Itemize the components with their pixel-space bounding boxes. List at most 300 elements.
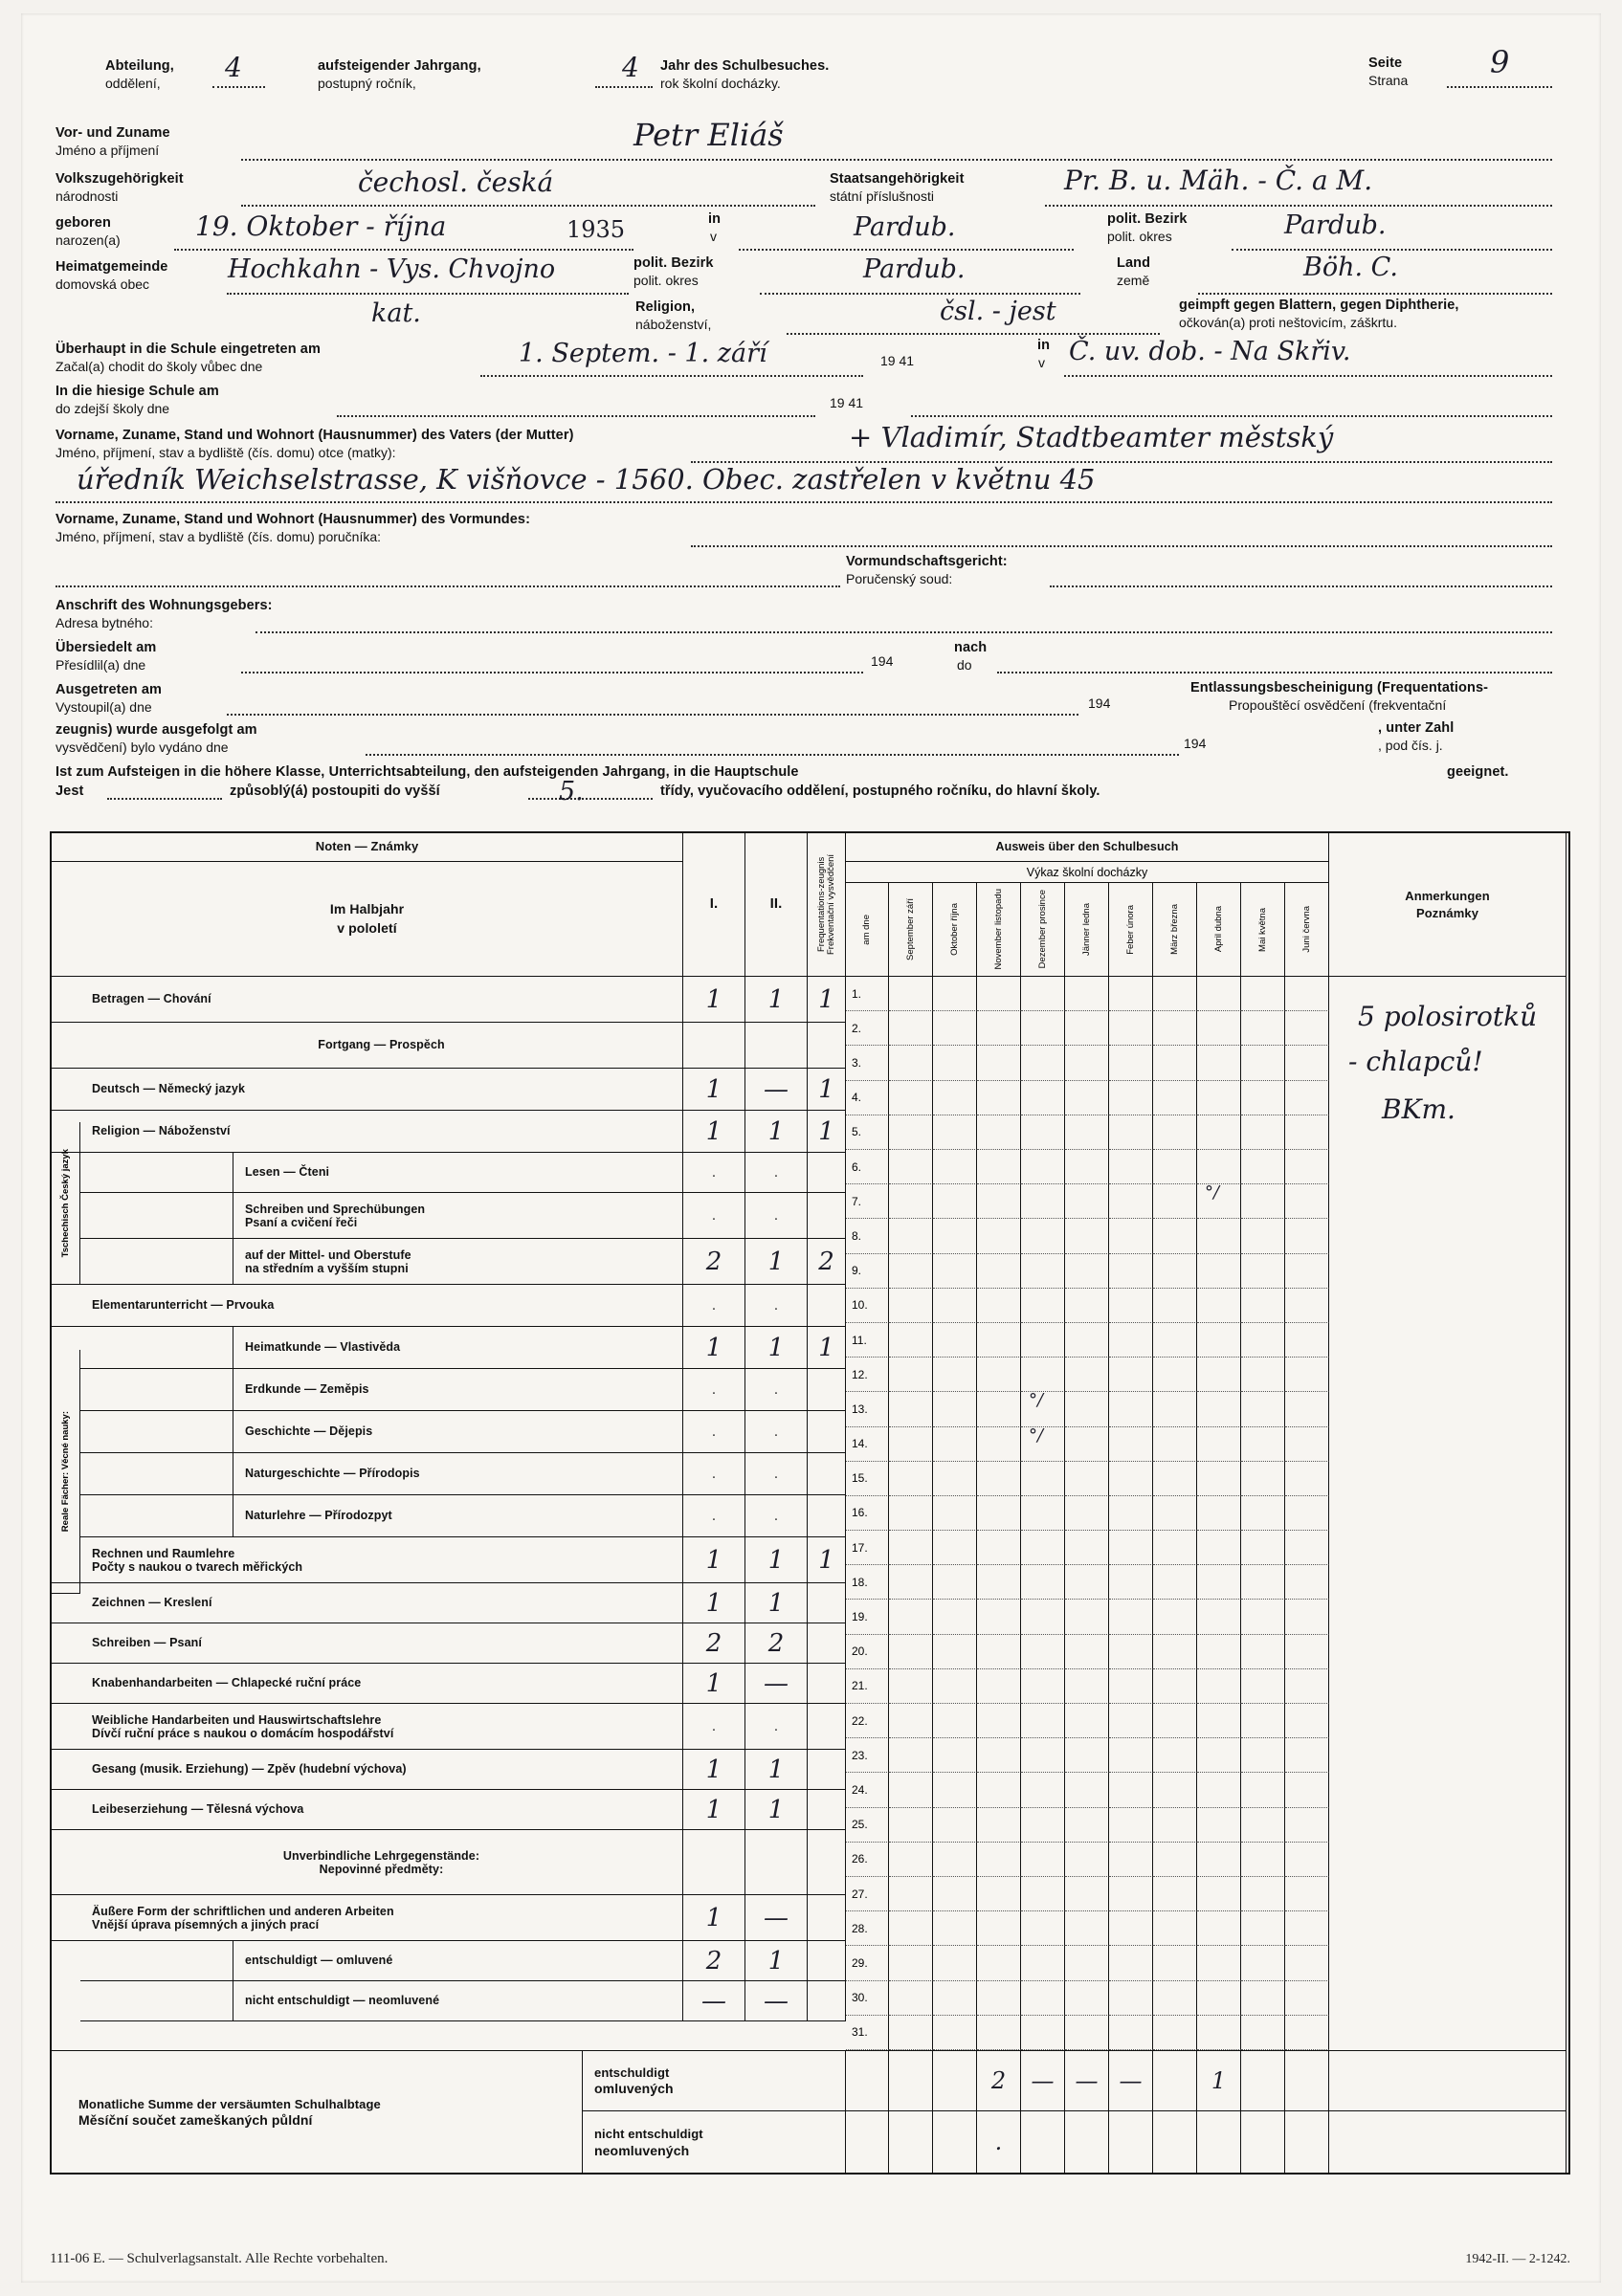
attendance-cell bbox=[977, 1531, 1021, 1565]
day-number: 3. bbox=[846, 1046, 889, 1080]
attendance-cell bbox=[1153, 2016, 1197, 2050]
attendance-cell bbox=[1065, 1981, 1109, 2016]
ausgetreten-label-cz: Vystoupil(a) dne bbox=[56, 699, 152, 715]
attendance-cell bbox=[1197, 1531, 1241, 1565]
am-dne-label: am dne bbox=[861, 914, 873, 945]
day-number: 25. bbox=[846, 1808, 889, 1843]
attendance-cell bbox=[889, 1877, 933, 1911]
attendance-cell bbox=[1241, 1115, 1285, 1150]
attendance-cell bbox=[977, 1462, 1021, 1496]
day-number: 9. bbox=[846, 1254, 889, 1289]
einget-label-de: Überhaupt in die Schule eingetreten am bbox=[56, 342, 321, 357]
summe-nent-cell-1 bbox=[933, 2111, 977, 2173]
row-label-19 bbox=[80, 1790, 683, 1830]
row-label-cz: Počty s naukou o tvarech měřických bbox=[92, 1559, 303, 1574]
day-number: 14. bbox=[846, 1427, 889, 1462]
attendance-cell bbox=[1197, 1704, 1241, 1738]
grade-cell-i-23: — bbox=[683, 1981, 745, 2021]
attendance-cell bbox=[1021, 1946, 1065, 1980]
grade-cell-i-12: . bbox=[683, 1495, 745, 1537]
row-edge-15 bbox=[52, 1623, 80, 1664]
attendance-cell bbox=[1285, 1600, 1329, 1634]
attendance-cell bbox=[933, 1496, 977, 1531]
attendance-cell bbox=[1241, 1773, 1285, 1807]
attendance-cell bbox=[1197, 1669, 1241, 1704]
attendance-cell bbox=[1065, 1427, 1109, 1462]
attendance-cell bbox=[1197, 1911, 1241, 1946]
grade-cell-i-0: 1 bbox=[683, 977, 745, 1023]
attendance-cell bbox=[977, 1323, 1021, 1358]
grade-cell-ii-19: 1 bbox=[745, 1790, 808, 1830]
row-label-cz: Vnější úprava písemných a jiných prací bbox=[92, 1917, 320, 1932]
attendance-cell bbox=[1153, 1704, 1197, 1738]
abteilung-value: 4 bbox=[225, 52, 242, 83]
attendance-cell bbox=[1021, 1531, 1065, 1565]
attendance-cell bbox=[1285, 1011, 1329, 1046]
summe-ent-cz: omluvených bbox=[594, 2081, 674, 2097]
day-number: 23. bbox=[846, 1738, 889, 1773]
ausweis-label-de: Ausweis über den Schulbesuch bbox=[995, 839, 1179, 853]
zeugnis-year: 194 bbox=[1184, 736, 1207, 751]
attendance-cell bbox=[889, 1565, 933, 1600]
seite-label-de: Seite bbox=[1368, 55, 1403, 71]
attendance-mark-0: °/ bbox=[1205, 1182, 1220, 1203]
row-label-9 bbox=[233, 1369, 683, 1411]
summe-nent-de: nicht entschuldigt bbox=[594, 2127, 703, 2142]
attendance-cell bbox=[1021, 1219, 1065, 1253]
attendance-cell bbox=[889, 1150, 933, 1184]
day-number: 30. bbox=[846, 1981, 889, 2016]
attendance-cell bbox=[933, 1981, 977, 2016]
attendance-cell bbox=[1285, 1669, 1329, 1704]
attendance-cell bbox=[977, 1358, 1021, 1392]
aufsteigen-label-cz: Jest bbox=[56, 784, 84, 799]
footer-right: 1942-II. — 2-1242. bbox=[1465, 2252, 1570, 2266]
tschechisch-side-label bbox=[52, 1122, 80, 1285]
grade-cell-i-6: 2 bbox=[683, 1239, 745, 1285]
attendance-cell bbox=[1241, 1323, 1285, 1358]
attendance-cell bbox=[1285, 1531, 1329, 1565]
attendance-cell bbox=[1065, 1150, 1109, 1184]
staat-label-cz: státní příslušnosti bbox=[830, 188, 934, 204]
day-number: 17. bbox=[846, 1531, 889, 1565]
impf-label-cz: očkován(a) proti neštovicím, záškrtu. bbox=[1179, 315, 1397, 330]
row-label-14 bbox=[80, 1583, 683, 1623]
day-number: 6. bbox=[846, 1150, 889, 1184]
attendance-cell bbox=[1109, 1877, 1153, 1911]
attendance-cell bbox=[1109, 1115, 1153, 1150]
summe-label-cz: Měsíční součet zameškaných půldní bbox=[78, 2112, 313, 2129]
day-number: 26. bbox=[846, 1843, 889, 1877]
attendance-cell bbox=[889, 1843, 933, 1877]
month-label: März března bbox=[1168, 904, 1180, 955]
attendance-cell bbox=[1153, 1843, 1197, 1877]
abteilung-label-cz: oddělení, bbox=[105, 76, 161, 91]
attendance-cell bbox=[889, 1600, 933, 1634]
attendance-cell bbox=[1241, 2016, 1285, 2050]
anschrift-label-de: Anschrift des Wohnungsgebers: bbox=[56, 598, 273, 613]
attendance-cell bbox=[1153, 1635, 1197, 1669]
attendance-cell bbox=[1153, 1184, 1197, 1219]
attendance-cell bbox=[1109, 977, 1153, 1011]
am-dne-header bbox=[846, 883, 889, 977]
grade-cell-ii-15: 2 bbox=[745, 1623, 808, 1664]
uebersiedelt-label-de: Übersiedelt am bbox=[56, 640, 157, 655]
aufsteigen-value: 5. bbox=[559, 777, 584, 806]
attendance-cell bbox=[1021, 1877, 1065, 1911]
month-header-0 bbox=[889, 883, 933, 977]
zeugnis-label-de: zeugnis) wurde ausgefolgt am bbox=[56, 722, 257, 738]
aufsteigen-label-cz3: třídy, vyučovacího oddělení, postupného ročníku, do hlavní školy. bbox=[660, 784, 1100, 799]
vormund-gericht-label-cz: Poručenský soud: bbox=[846, 571, 953, 586]
attendance-cell bbox=[1197, 1635, 1241, 1669]
grade-cell-freq-1 bbox=[808, 1023, 846, 1069]
attendance-cell bbox=[1065, 1115, 1109, 1150]
land-label-cz: země bbox=[1117, 273, 1150, 288]
row-edge-0 bbox=[52, 977, 80, 1023]
grade-cell-ii-11: . bbox=[745, 1453, 808, 1495]
attendance-cell bbox=[1153, 1911, 1197, 1946]
attendance-cell bbox=[1153, 1669, 1197, 1704]
grade-cell-freq-11 bbox=[808, 1453, 846, 1495]
attendance-cell bbox=[1065, 1289, 1109, 1323]
anmerkungen-label-cz: Poznámky bbox=[1415, 905, 1479, 920]
attendance-cell bbox=[1109, 1358, 1153, 1392]
attendance-cell bbox=[977, 1808, 1021, 1843]
attendance-cell bbox=[889, 1981, 933, 2016]
month-header-6 bbox=[1153, 883, 1197, 977]
row-label-20 bbox=[80, 1830, 683, 1895]
religion-label-de: Religion, bbox=[635, 299, 696, 315]
attendance-cell bbox=[933, 1738, 977, 1773]
attendance-cell bbox=[933, 1427, 977, 1462]
attendance-cell bbox=[1065, 1254, 1109, 1289]
attendance-cell bbox=[1021, 1081, 1065, 1115]
attendance-cell bbox=[1285, 1219, 1329, 1253]
row-label-de: Fortgang — Prospěch bbox=[318, 1038, 445, 1052]
attendance-cell bbox=[1065, 1219, 1109, 1253]
attendance-cell bbox=[1285, 1081, 1329, 1115]
grade-cell-freq-13: 1 bbox=[808, 1537, 846, 1583]
month-header-5 bbox=[1109, 883, 1153, 977]
attendance-cell bbox=[1021, 1669, 1065, 1704]
land-label-de: Land bbox=[1117, 255, 1151, 271]
attendance-cell bbox=[1021, 1773, 1065, 1807]
grade-cell-ii-16: — bbox=[745, 1664, 808, 1704]
row-label-de: Weibliche Handarbeiten und Hauswirtschaftslehre bbox=[92, 1712, 382, 1727]
grade-cell-freq-2: 1 bbox=[808, 1069, 846, 1111]
bezirk-label-cz-1: polit. okres bbox=[1107, 229, 1172, 244]
attendance-cell bbox=[977, 1289, 1021, 1323]
grade-cell-ii-2: — bbox=[745, 1069, 808, 1111]
attendance-cell bbox=[1285, 977, 1329, 1011]
attendance-cell bbox=[1153, 1219, 1197, 1253]
summe-nent-cz: neomluvených bbox=[594, 2142, 690, 2158]
row-label-5 bbox=[233, 1193, 683, 1239]
row-edge-17 bbox=[52, 1704, 80, 1750]
attendance-cell bbox=[1109, 1635, 1153, 1669]
grade-cell-freq-20 bbox=[808, 1830, 846, 1895]
grade-cell-freq-17 bbox=[808, 1704, 846, 1750]
attendance-cell bbox=[1153, 1115, 1197, 1150]
attendance-cell bbox=[1197, 1254, 1241, 1289]
attendance-cell bbox=[1197, 1496, 1241, 1531]
attendance-cell bbox=[1285, 1981, 1329, 2016]
day-number: 27. bbox=[846, 1877, 889, 1911]
vater-label-de: Vorname, Zuname, Stand und Wohnort (Hausnummer) des Vaters (der Mutter) bbox=[56, 428, 574, 443]
attendance-cell bbox=[1241, 1081, 1285, 1115]
unterzahl-label-de: , unter Zahl bbox=[1378, 720, 1455, 736]
attendance-cell bbox=[1285, 1704, 1329, 1738]
summe-ent-cell-4: — bbox=[1065, 2050, 1109, 2111]
attendance-cell bbox=[977, 2016, 1021, 2050]
attendance-cell bbox=[889, 1531, 933, 1565]
anmerkungen-header bbox=[1329, 833, 1566, 977]
annotation-line-2: - chlapců! bbox=[1348, 1046, 1483, 1077]
grade-cell-i-14: 1 bbox=[683, 1583, 745, 1623]
day-number: 15. bbox=[846, 1462, 889, 1496]
hiesige-rule-2 bbox=[911, 415, 1552, 417]
heimat-bezirk-value: Pardub. bbox=[863, 254, 966, 284]
day-number: 31. bbox=[846, 2016, 889, 2050]
row-edge-19 bbox=[52, 1790, 80, 1830]
attendance-cell bbox=[1021, 1808, 1065, 1843]
zeugnis-label-cz: vysvědčení) bylo vydáno dne bbox=[56, 740, 229, 755]
grade-cell-freq-10 bbox=[808, 1411, 846, 1453]
grade-cell-i-15: 2 bbox=[683, 1623, 745, 1664]
attendance-cell bbox=[1021, 1981, 1065, 2016]
month-label: Oktober října bbox=[948, 903, 960, 956]
uebersiedelt-rule bbox=[241, 672, 863, 673]
grade-cell-ii-8: 1 bbox=[745, 1327, 808, 1369]
staat-rule bbox=[1045, 205, 1552, 207]
grade-cell-ii-0: 1 bbox=[745, 977, 808, 1023]
attendance-cell bbox=[1153, 1358, 1197, 1392]
grade-cell-ii-7: . bbox=[745, 1285, 808, 1327]
summe-ent-cell-8 bbox=[1241, 2050, 1285, 2111]
grade-cell-i-8: 1 bbox=[683, 1327, 745, 1369]
attendance-cell bbox=[1285, 1462, 1329, 1496]
summe-label-de: Monatliche Summe der versäumten Schulhalbtage bbox=[78, 2096, 381, 2111]
volk-label-cz: národnosti bbox=[56, 188, 119, 204]
row-label-de: entschuldigt — omluvené bbox=[245, 1954, 393, 1968]
day-number: 8. bbox=[846, 1219, 889, 1253]
unterzahl-label-cz: , pod čís. j. bbox=[1378, 738, 1443, 753]
attendance-cell bbox=[889, 1738, 933, 1773]
attendance-cell bbox=[1065, 1565, 1109, 1600]
grade-cell-freq-18 bbox=[808, 1750, 846, 1790]
name-label-cz: Jméno a příjmení bbox=[56, 143, 160, 158]
attendance-cell bbox=[933, 1150, 977, 1184]
row-label-de: Schreiben und Sprechübungen bbox=[245, 1202, 426, 1216]
attendance-cell bbox=[977, 1946, 1021, 1980]
attendance-cell bbox=[1197, 1115, 1241, 1150]
attendance-cell bbox=[1065, 1531, 1109, 1565]
row-group-spacer-22 bbox=[80, 1941, 233, 1981]
attendance-cell bbox=[933, 1011, 977, 1046]
attendance-cell bbox=[977, 1635, 1021, 1669]
grade-cell-ii-22: 1 bbox=[745, 1941, 808, 1981]
attendance-cell bbox=[1241, 1462, 1285, 1496]
frequentations-label: Frequentations-zeugnis Frekventační vysvědčení bbox=[815, 853, 836, 956]
attendance-mark-1: °/ bbox=[1029, 1390, 1044, 1411]
attendance-cell bbox=[1197, 1843, 1241, 1877]
attendance-cell bbox=[1021, 1323, 1065, 1358]
attendance-cell bbox=[1021, 1046, 1065, 1080]
attendance-cell bbox=[933, 1635, 977, 1669]
attendance-cell bbox=[1285, 1565, 1329, 1600]
row-label-17 bbox=[80, 1704, 683, 1750]
attendance-cell bbox=[977, 1773, 1021, 1807]
vormund-gericht-rule-left bbox=[56, 585, 840, 587]
day-number: 29. bbox=[846, 1946, 889, 1980]
month-label: Dezember prosince bbox=[1036, 890, 1048, 969]
attendance-cell bbox=[1021, 1150, 1065, 1184]
einget-label-cz: Začal(a) chodit do školy vůbec dne bbox=[56, 359, 263, 374]
row-label-21 bbox=[80, 1895, 683, 1941]
grade-cell-i-13: 1 bbox=[683, 1537, 745, 1583]
attendance-cell bbox=[1285, 1150, 1329, 1184]
ausgetreten-label-de: Ausgetreten am bbox=[56, 682, 162, 697]
month-header-4 bbox=[1065, 883, 1109, 977]
halbjahr-label-de: Im Halbjahr bbox=[329, 900, 405, 916]
grade-cell-ii-14: 1 bbox=[745, 1583, 808, 1623]
grade-cell-ii-5: . bbox=[745, 1193, 808, 1239]
bezirk-label-cz-2: polit. okres bbox=[633, 273, 699, 288]
schulbesuch-label-cz: rok školní docházky. bbox=[660, 76, 781, 91]
attendance-cell bbox=[1241, 1981, 1285, 2016]
ausweis-header bbox=[846, 833, 1329, 862]
attendance-cell bbox=[977, 1115, 1021, 1150]
nach-label-cz: do bbox=[957, 657, 972, 673]
attendance-cell bbox=[1153, 1323, 1197, 1358]
attendance-cell bbox=[1021, 1184, 1065, 1219]
grade-cell-freq-19 bbox=[808, 1790, 846, 1830]
attendance-cell bbox=[1153, 1289, 1197, 1323]
attendance-cell bbox=[933, 1254, 977, 1289]
entlassung-label-de: Entlassungsbescheinigung (Frequentations- bbox=[1190, 680, 1489, 695]
row-label-15 bbox=[80, 1623, 683, 1664]
row-label-de: Leibeserziehung — Tělesná výchova bbox=[92, 1802, 304, 1817]
attendance-cell bbox=[1153, 1600, 1197, 1634]
volk-label-de: Volkszugehörigkeit bbox=[56, 171, 184, 187]
row-label-de: Erdkunde — Zeměpis bbox=[245, 1382, 369, 1397]
attendance-cell bbox=[1109, 1565, 1153, 1600]
attendance-cell bbox=[889, 1219, 933, 1253]
attendance-cell bbox=[1153, 1808, 1197, 1843]
attendance-cell bbox=[889, 1081, 933, 1115]
attendance-cell bbox=[933, 2016, 977, 2050]
nach-label-de: nach bbox=[954, 640, 988, 655]
row-label-de: Zeichnen — Kreslení bbox=[92, 1596, 212, 1610]
attendance-cell bbox=[1197, 1081, 1241, 1115]
attendance-cell bbox=[1153, 1773, 1197, 1807]
row-label-de: Rechnen und Raumlehre bbox=[92, 1546, 235, 1560]
annotation-line-3: BKm. bbox=[1382, 1093, 1455, 1125]
attendance-cell bbox=[933, 1081, 977, 1115]
attendance-cell bbox=[977, 1704, 1021, 1738]
attendance-cell bbox=[1065, 977, 1109, 1011]
summe-neomluvenych-label bbox=[583, 2111, 846, 2173]
summe-nent-anmerkungen bbox=[1329, 2111, 1566, 2173]
attendance-cell bbox=[889, 1773, 933, 1807]
frequentations-header bbox=[808, 833, 846, 977]
religion-rule bbox=[787, 333, 1160, 335]
tschechisch-label: Tschechisch Český jazyk bbox=[59, 1148, 71, 1258]
attendance-cell bbox=[1285, 1946, 1329, 1980]
attendance-cell bbox=[1241, 1911, 1285, 1946]
seite-label-cz: Strana bbox=[1368, 73, 1409, 88]
month-header-3 bbox=[1021, 883, 1065, 977]
day-number: 18. bbox=[846, 1565, 889, 1600]
geboren-bezirk-rule bbox=[1232, 249, 1552, 251]
day-number: 28. bbox=[846, 1911, 889, 1946]
grade-cell-ii-21: — bbox=[745, 1895, 808, 1941]
attendance-cell bbox=[933, 1184, 977, 1219]
attendance-cell bbox=[1197, 1981, 1241, 2016]
name-rule bbox=[241, 159, 1552, 161]
attendance-cell bbox=[1065, 1704, 1109, 1738]
row-label-cz: Dívčí ruční práce s naukou o domácím hospodářství bbox=[92, 1726, 394, 1740]
summe-ent-cell-3: — bbox=[1021, 2050, 1065, 2111]
attendance-cell bbox=[1197, 1738, 1241, 1773]
col-i-header: I. bbox=[683, 833, 745, 977]
attendance-cell bbox=[889, 1046, 933, 1080]
hiesige-label-cz: do zdejší školy dne bbox=[56, 401, 170, 416]
grade-cell-i-7: . bbox=[683, 1285, 745, 1327]
attendance-cell bbox=[977, 1011, 1021, 1046]
attendance-cell bbox=[889, 1323, 933, 1358]
attendance-cell bbox=[1021, 1496, 1065, 1531]
attendance-cell bbox=[1241, 977, 1285, 1011]
attendance-cell bbox=[1153, 1531, 1197, 1565]
jahrgang-value: 4 bbox=[622, 52, 639, 83]
grades-table bbox=[50, 831, 1570, 2175]
grade-cell-ii-6: 1 bbox=[745, 1239, 808, 1285]
day-number: 22. bbox=[846, 1704, 889, 1738]
grade-cell-freq-4 bbox=[808, 1153, 846, 1193]
grade-cell-freq-5 bbox=[808, 1193, 846, 1239]
attendance-cell bbox=[1109, 1184, 1153, 1219]
month-label: Juni června bbox=[1300, 906, 1312, 953]
attendance-cell bbox=[1241, 1496, 1285, 1531]
religion-label-cz: náboženství, bbox=[635, 317, 712, 332]
row-label-de: nicht entschuldigt — neomluvené bbox=[245, 1994, 440, 2008]
row-label-22 bbox=[233, 1941, 683, 1981]
summe-ent-cell-5: — bbox=[1109, 2050, 1153, 2111]
attendance-cell bbox=[1021, 1738, 1065, 1773]
attendance-cell bbox=[1285, 1289, 1329, 1323]
row-label-11 bbox=[233, 1453, 683, 1495]
grade-cell-i-17: . bbox=[683, 1704, 745, 1750]
attendance-cell bbox=[1197, 1600, 1241, 1634]
row-label-18 bbox=[80, 1750, 683, 1790]
attendance-cell bbox=[1241, 1150, 1285, 1184]
attendance-cell bbox=[933, 1358, 977, 1392]
grade-cell-freq-0: 1 bbox=[808, 977, 846, 1023]
vater-rule-2 bbox=[56, 501, 1552, 503]
attendance-cell bbox=[1021, 1115, 1065, 1150]
attendance-cell bbox=[1065, 1600, 1109, 1634]
month-label: Feber února bbox=[1124, 904, 1136, 955]
day-number: 4. bbox=[846, 1081, 889, 1115]
row-edge-7 bbox=[52, 1285, 80, 1327]
attendance-cell bbox=[1021, 1289, 1065, 1323]
attendance-cell bbox=[1065, 1773, 1109, 1807]
in-label-cz-2: v bbox=[1038, 355, 1045, 370]
month-label: Mai května bbox=[1256, 907, 1268, 952]
row-edge-20 bbox=[52, 1830, 80, 1895]
